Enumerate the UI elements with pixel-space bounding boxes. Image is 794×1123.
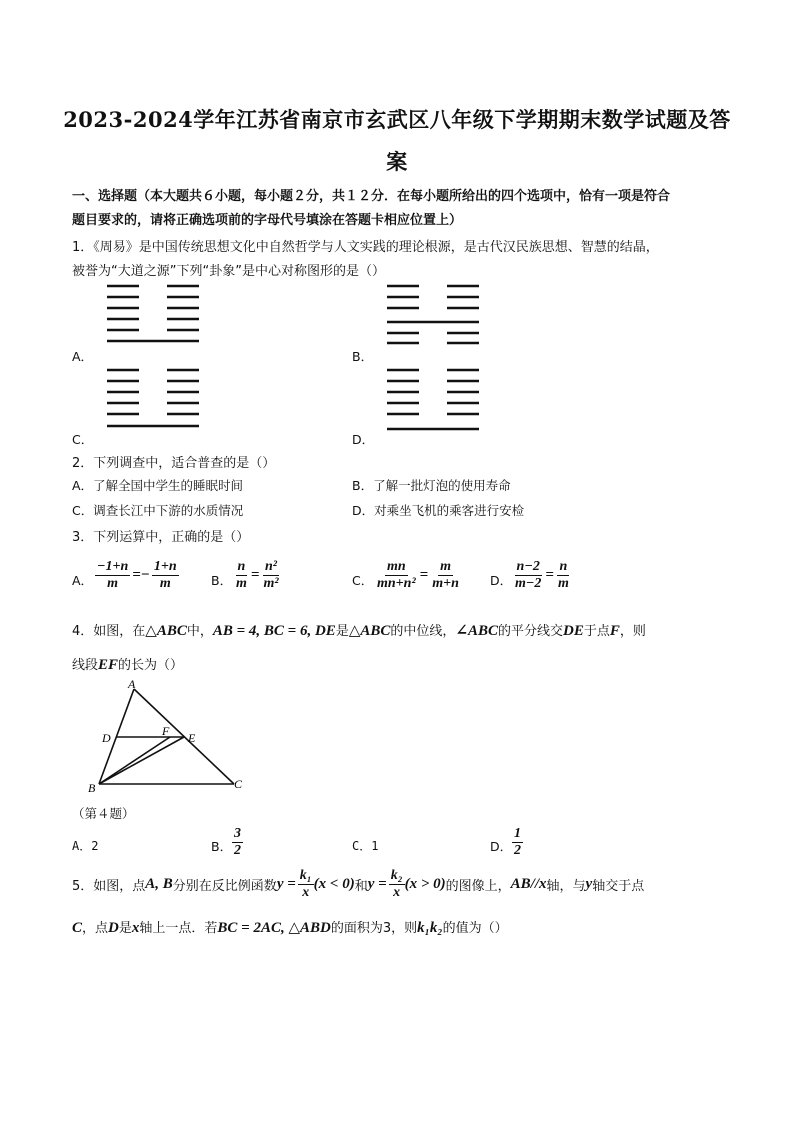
q5-line2-d2: 的面积为	[330, 921, 383, 936]
q5-and: 和	[354, 879, 368, 894]
q4-label-c: C	[234, 777, 243, 791]
q4-label-d: D	[102, 731, 111, 745]
q3-a-equals: =−	[132, 567, 150, 583]
q4-option-b-numerator: 3	[234, 826, 241, 841]
q5-function1-denominator: x	[302, 885, 310, 900]
q4-segment-de: DE	[563, 623, 584, 639]
q3-c-left-numerator: mn	[386, 559, 406, 574]
q5-points-ab: A, B	[145, 876, 173, 892]
q3-option-a-label: A．	[72, 573, 94, 588]
q5-function2-numerator: k₂	[390, 868, 403, 883]
q4-option-d-denominator: 2	[514, 843, 521, 858]
document-title-line2: 案	[386, 149, 408, 174]
q5-condition: BC = 2AC, △ABD	[217, 920, 331, 936]
q3-d-left-numerator: n−2	[516, 559, 540, 574]
q4-given-lengths: AB = 4, BC = 6, DE	[212, 623, 336, 639]
q4-line2-pre: 线段	[72, 658, 99, 673]
q3-d-equals: =	[545, 567, 554, 583]
q3-option-c-expression	[375, 559, 461, 592]
q3-option-d-expression	[513, 559, 571, 592]
q1-option-a-hexagram	[107, 282, 207, 344]
q4-figure-caption: （第４题）	[72, 806, 135, 821]
q3-b-left-fraction	[234, 559, 249, 592]
q4-stem-end: ，则	[619, 624, 646, 639]
q2-option-a: A．了解全国中学生的睡眠时间	[72, 478, 244, 493]
q5-stem-mid2: 的图像上，	[445, 879, 511, 894]
q4-option-a: A．2	[72, 839, 99, 853]
q4-line-be	[99, 737, 184, 784]
q4-stem-mid2: 是	[335, 624, 349, 639]
q5-function2-fraction	[389, 868, 405, 901]
q5-stem-end: 轴交于点	[592, 879, 645, 894]
q4-stem-mid1: 中，	[186, 624, 213, 639]
q3-d-right-numerator: n	[559, 559, 568, 574]
q4-line2-end: 的长为（）	[118, 658, 184, 673]
q1-option-b-label: B．	[352, 349, 374, 364]
document-title-line1: 2023-2024学年江苏省南京市玄武区八年级下学期期末数学试题及答	[63, 107, 731, 132]
q3-b-left-denominator: m	[236, 576, 247, 591]
q3-option-b-expression	[234, 559, 281, 592]
q3-c-left-denominator: mn+n²	[377, 576, 416, 591]
q5-stem-line1	[72, 868, 644, 901]
q5-stem-mid1: 分别在反比例函数	[172, 879, 277, 894]
q5-function1-lhs: y =	[276, 876, 296, 892]
q3-option-a-expression	[95, 559, 179, 592]
q2-option-c: C．调查长江中下游的水质情况	[72, 503, 244, 518]
q2-option-b: B．了解一批灯泡的使用寿命	[352, 478, 511, 493]
q4-option-b-denominator: 2	[234, 843, 241, 858]
q4-angle-abc: ∠ABC	[455, 623, 498, 639]
q4-stem-line1	[72, 620, 646, 640]
q3-c-equals: =	[419, 567, 429, 583]
q3-a-left-numerator: −1+n	[97, 559, 129, 574]
q5-stem-mid3: 轴，与	[546, 879, 586, 894]
q3-stem: 3．下列运算中，正确的是（）	[72, 530, 250, 545]
q4-segment-ef: EF	[98, 657, 119, 673]
q3-c-right-denominator: m+n	[432, 576, 459, 591]
q5-parallel: AB//x	[510, 876, 547, 892]
q3-d-left-denominator: m−2	[515, 576, 542, 591]
q5-line2-b: 是	[118, 921, 132, 936]
q1-option-c-hexagram	[107, 366, 207, 434]
q3-b-right-numerator: n²	[265, 559, 277, 574]
q3-a-right-fraction	[152, 559, 179, 592]
q3-d-left-fraction	[513, 559, 543, 592]
q5-function2-denominator: x	[393, 885, 401, 900]
q4-stem-mid3: 的中位线，	[390, 624, 456, 639]
q3-a-left-fraction	[95, 559, 130, 592]
q5-function1-numerator: k₁	[299, 868, 312, 883]
q2-option-d: D．对乘坐飞机的乘客进行安检	[352, 503, 525, 518]
q4-option-b-label: B．	[211, 839, 233, 854]
q4-triangle-figure	[82, 677, 257, 795]
q4-triangle-abc-2: △ABC	[348, 623, 391, 639]
q4-point-f: F	[609, 623, 620, 639]
q4-label-a: A	[128, 677, 136, 691]
q1-option-c-label: C．	[72, 432, 94, 447]
q1-option-d-hexagram	[387, 366, 487, 434]
q3-d-right-fraction	[556, 559, 571, 592]
q3-b-left-numerator: n	[237, 559, 246, 574]
q3-option-d-label: D．	[490, 573, 513, 588]
q3-c-right-fraction	[430, 559, 461, 592]
q4-stem-line2	[72, 654, 183, 674]
q5-line2-a: ，点	[82, 921, 109, 936]
q1-option-a-label: A．	[72, 349, 94, 364]
q3-b-right-fraction	[261, 559, 280, 592]
q5-product-k: k₁k₂	[417, 920, 443, 936]
q5-line2-f: 的值为（）	[442, 921, 508, 936]
section-heading-line2: 题目要求的，请将正确选项前的字母代号填涂在答题卡相应位置上）	[72, 213, 463, 228]
q5-line2-e: ，则	[391, 921, 418, 936]
q5-y-axis: y	[585, 876, 593, 892]
q3-a-left-denominator: m	[107, 576, 119, 591]
q4-option-d-fraction	[512, 826, 523, 859]
q5-function2-lhs: y =	[367, 876, 387, 892]
q4-stem-pre: 4．如图，在	[72, 624, 146, 639]
q5-function2-condition: (x > 0)	[404, 876, 446, 892]
q4-option-b-fraction	[232, 826, 243, 859]
q3-c-right-numerator: m	[440, 559, 451, 574]
q5-line2-c2: 轴上一点．若	[139, 921, 218, 936]
q4-label-e: E	[188, 731, 196, 745]
q4-label-b: B	[88, 781, 96, 795]
q3-a-right-numerator: 1+n	[153, 559, 177, 574]
q4-option-d-numerator: 1	[514, 826, 521, 841]
q5-x-axis: x	[131, 920, 140, 936]
q3-d-right-denominator: m	[557, 576, 569, 591]
q3-b-right-denominator: m²	[263, 576, 279, 591]
q5-function1-condition: (x < 0)	[313, 876, 355, 892]
q5-point-d: D	[108, 920, 119, 936]
q3-c-left-fraction	[375, 559, 418, 592]
q3-option-c-label: C．	[352, 573, 374, 588]
q3-option-b-label: B．	[211, 573, 233, 588]
q1-stem-line1: 1．《周易》是中国传统思想文化中自然哲学与人文实践的理论根源，是古代汉民族思想、智慧的结晶，	[72, 240, 659, 255]
q4-option-d-label: D．	[490, 839, 513, 854]
q4-stem-mid4: 的平分线交	[498, 624, 564, 639]
q3-b-equals: =	[250, 567, 260, 583]
q5-stem-pre: 5．如图，点	[72, 879, 146, 894]
q1-option-d-label: D．	[352, 432, 375, 447]
q3-a-right-denominator: m	[159, 576, 171, 591]
q4-stem-mid5: 于点	[583, 624, 610, 639]
q4-option-c: C．1	[352, 839, 379, 853]
q5-point-c: C	[72, 920, 83, 936]
q1-option-b-hexagram	[387, 282, 487, 344]
q4-triangle-abc: △ABC	[145, 623, 187, 639]
q5-stem-line2	[72, 917, 508, 937]
q1-stem-line2: 被誉为“大道之源”下列“卦象”是中心对称图形的是（）	[72, 264, 385, 279]
q2-stem: 2．下列调查中，适合普查的是（）	[72, 456, 276, 471]
q4-label-f: F	[162, 724, 170, 738]
section-heading-line1: 一、选择题（本大题共６小题，每小题２分，共１２分．在每小题所给出的四个选项中，恰有一项是符合	[72, 189, 671, 204]
q5-area-value: 3	[382, 921, 392, 936]
q5-function1-fraction	[298, 868, 314, 901]
